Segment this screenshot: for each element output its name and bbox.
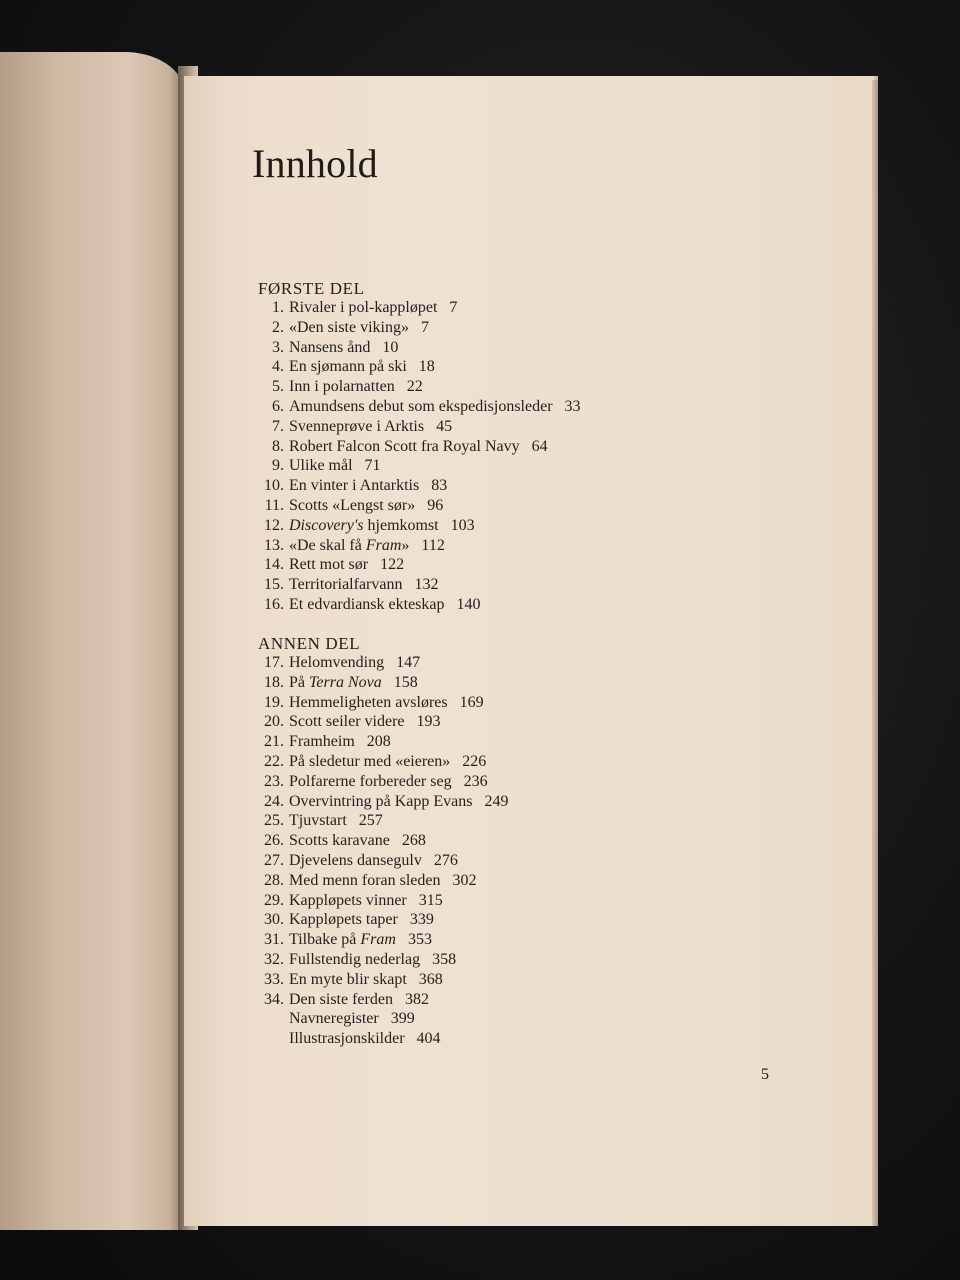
chapter-number: 29.	[264, 891, 284, 909]
chapter-title: Med menn foran sleden	[289, 871, 441, 889]
page-reference: 122	[380, 556, 405, 574]
toc-entry	[250, 712, 509, 732]
chapter-number: 16.	[264, 595, 284, 613]
chapter-title: En myte blir skapt	[289, 970, 407, 988]
chapter-title	[289, 674, 382, 691]
page-reference: 140	[456, 595, 481, 613]
chapter-number: 34.	[264, 990, 284, 1008]
chapter-title	[289, 517, 439, 534]
toc-entry	[250, 930, 509, 950]
chapter-title: Inn i polarnatten	[289, 378, 395, 396]
chapter-number: 26.	[264, 832, 284, 850]
chapter-title: Helomvending	[289, 654, 385, 671]
chapter-title: Territorialfarvann	[289, 576, 403, 594]
toc-entry	[250, 437, 581, 457]
toc-entry	[250, 831, 509, 851]
chapter-title: Rett mot sør	[289, 556, 369, 574]
chapter-title: Polfarerne forbereder seg	[289, 772, 452, 790]
page-reference: 112	[421, 536, 445, 554]
chapter-title: Et edvardiansk ekteskap	[289, 595, 445, 613]
toc-entry	[250, 377, 581, 397]
chapter-number: 10.	[264, 477, 284, 495]
chapter-number: 2.	[272, 318, 284, 336]
toc-entry	[250, 990, 509, 1010]
page-reference: 64	[531, 437, 548, 455]
chapter-title-prefix: På	[289, 673, 309, 691]
toc-list-second-part	[250, 653, 509, 1049]
chapter-title-italic: Discovery's	[289, 516, 364, 534]
chapter-number: 11.	[264, 496, 284, 514]
page-reference: 45	[436, 417, 453, 435]
chapter-number: 30.	[264, 911, 284, 929]
chapter-number: 13.	[264, 536, 284, 554]
toc-list-first-part	[250, 298, 581, 615]
chapter-title: Nansens ånd	[289, 338, 371, 356]
page-reference: 71	[364, 457, 381, 475]
chapter-title-prefix: Tilbake på	[289, 931, 361, 949]
chapter-title: Illustrasjonskilder	[289, 1030, 405, 1048]
chapter-number: 25.	[264, 812, 284, 830]
toc-entry	[250, 476, 581, 496]
page-reference: 339	[409, 911, 434, 929]
page-reference: 7	[449, 299, 458, 316]
chapter-title: Kappløpets vinner	[289, 891, 407, 909]
page-reference: 353	[407, 931, 432, 949]
chapter-number: 28.	[264, 871, 284, 889]
page-reference: 236	[463, 772, 488, 790]
chapter-number: 18.	[264, 673, 284, 691]
toc-entry	[250, 851, 509, 871]
page-reference: 315	[418, 891, 443, 909]
page-reference: 96	[427, 496, 444, 514]
toc-entry	[250, 357, 581, 377]
toc-entry	[250, 653, 509, 673]
toc-entry	[250, 772, 509, 792]
page-reference: 358	[432, 950, 457, 968]
chapter-title: Navneregister	[289, 1010, 379, 1028]
toc-entry	[250, 575, 581, 595]
toc-entry	[250, 732, 509, 752]
toc-entry	[250, 338, 581, 358]
toc-entry	[250, 298, 581, 318]
chapter-number: 32.	[264, 950, 284, 968]
toc-entry	[250, 673, 509, 693]
chapter-title: Den siste ferden	[289, 990, 393, 1008]
toc-entry	[250, 811, 509, 831]
chapter-number: 27.	[264, 851, 284, 869]
chapter-number: 19.	[264, 693, 284, 711]
chapter-title: Scott seiler videre	[289, 713, 405, 731]
chapter-number: 12.	[264, 516, 284, 534]
part-heading-first: FØRSTE DEL	[258, 279, 365, 298]
toc-entry	[250, 792, 509, 812]
chapter-number: 5.	[272, 378, 284, 396]
chapter-title: Framheim	[289, 733, 355, 751]
chapter-title-italic: Fram	[365, 536, 402, 554]
chapter-number: 20.	[264, 713, 284, 731]
chapter-title: Djevelens dansegulv	[289, 851, 422, 869]
chapter-title	[289, 931, 396, 948]
toc-entry	[250, 910, 509, 930]
chapter-title: Scotts karavane	[289, 832, 390, 850]
page-title: Innhold	[252, 141, 378, 186]
chapter-number: 21.	[264, 733, 284, 751]
chapter-title	[289, 537, 409, 554]
toc-entry	[250, 752, 509, 772]
chapter-title-suffix: »	[401, 536, 410, 554]
page-reference: 276	[433, 851, 458, 869]
chapter-number: 4.	[272, 358, 284, 376]
chapter-title: «Den siste viking»	[289, 318, 409, 336]
page-reference: 368	[418, 970, 443, 988]
page-reference: 22	[406, 378, 423, 396]
chapter-title: Svenneprøve i Arktis	[289, 417, 425, 435]
page-reference: 226	[462, 752, 487, 770]
chapter-title: Robert Falcon Scott fra Royal Navy	[289, 437, 520, 455]
chapter-title: Ulike mål	[289, 457, 353, 475]
page-reference: 208	[366, 733, 391, 751]
chapter-number: 14.	[264, 556, 284, 574]
chapter-number: 22.	[264, 752, 284, 770]
toc-entry	[250, 555, 581, 575]
chapter-title-prefix: «De skal få	[289, 536, 366, 554]
page-reference: 10	[382, 338, 399, 356]
page-reference: 193	[416, 713, 441, 731]
chapter-title: Rivaler i pol-kappløpet	[289, 299, 438, 316]
toc-entry	[250, 397, 581, 417]
toc-entry	[250, 1009, 509, 1029]
chapter-number: 17.	[264, 654, 284, 671]
chapter-title-italic: Fram	[360, 931, 396, 949]
chapter-title: En sjømann på ski	[289, 358, 407, 376]
toc-entry	[250, 891, 509, 911]
chapter-title-suffix: hjemkomst	[363, 516, 439, 534]
chapter-number: 3.	[272, 338, 284, 356]
chapter-number: 7.	[272, 417, 284, 435]
page-number: 5	[761, 1066, 769, 1083]
page-reference: 147	[396, 654, 421, 671]
toc-entry	[250, 516, 581, 536]
chapter-number: 15.	[264, 576, 284, 594]
page-reference: 132	[414, 576, 439, 594]
page-reference: 268	[401, 832, 426, 850]
chapter-title-italic: Terra Nova	[309, 673, 382, 691]
toc-entry	[250, 693, 509, 713]
toc-entry	[250, 595, 581, 615]
page-reference: 169	[459, 693, 484, 711]
toc-entry	[250, 496, 581, 516]
chapter-title: Hemmeligheten avsløres	[289, 693, 448, 711]
part-heading-second: ANNEN DEL	[258, 634, 361, 653]
toc-entry	[250, 456, 581, 476]
chapter-title: Overvintring på Kapp Evans	[289, 792, 473, 810]
chapter-number: 33.	[264, 970, 284, 988]
toc-entry	[250, 1029, 509, 1049]
toc-entry	[250, 536, 581, 556]
page-reference: 83	[431, 477, 448, 495]
page-reference: 103	[450, 516, 475, 534]
page-reference: 33	[564, 397, 581, 415]
chapter-title: Fullstendig nederlag	[289, 950, 421, 968]
page-reference: 18	[418, 358, 435, 376]
page-reference: 158	[393, 673, 418, 691]
chapter-title: Kappløpets taper	[289, 911, 398, 929]
chapter-number: 9.	[272, 457, 284, 475]
page-reference: 302	[452, 871, 477, 889]
chapter-title: Tjuvstart	[289, 812, 347, 830]
page-reference: 382	[404, 990, 429, 1008]
page-edge	[872, 80, 878, 1226]
toc-entry	[250, 318, 581, 338]
chapter-number: 8.	[272, 437, 284, 455]
page-reference: 399	[390, 1010, 415, 1028]
toc-entry	[250, 871, 509, 891]
left-page	[0, 52, 184, 1230]
chapter-number: 6.	[272, 397, 284, 415]
chapter-number: 1.	[272, 299, 284, 316]
toc-entry	[250, 970, 509, 990]
chapter-title: Scotts «Lengst sør»	[289, 496, 416, 514]
chapter-title: En vinter i Antarktis	[289, 477, 420, 495]
chapter-number: 31.	[264, 931, 284, 949]
page-reference: 7	[421, 318, 429, 336]
toc-entry	[250, 417, 581, 437]
chapter-number: 24.	[264, 792, 284, 810]
toc-entry	[250, 950, 509, 970]
page-reference: 249	[484, 792, 509, 810]
chapter-number: 23.	[264, 772, 284, 790]
chapter-title: På sledetur med «eieren»	[289, 752, 451, 770]
chapter-title: Amundsens debut som ekspedisjonsleder	[289, 397, 553, 415]
page-reference: 257	[358, 812, 383, 830]
page-reference: 404	[416, 1030, 441, 1048]
